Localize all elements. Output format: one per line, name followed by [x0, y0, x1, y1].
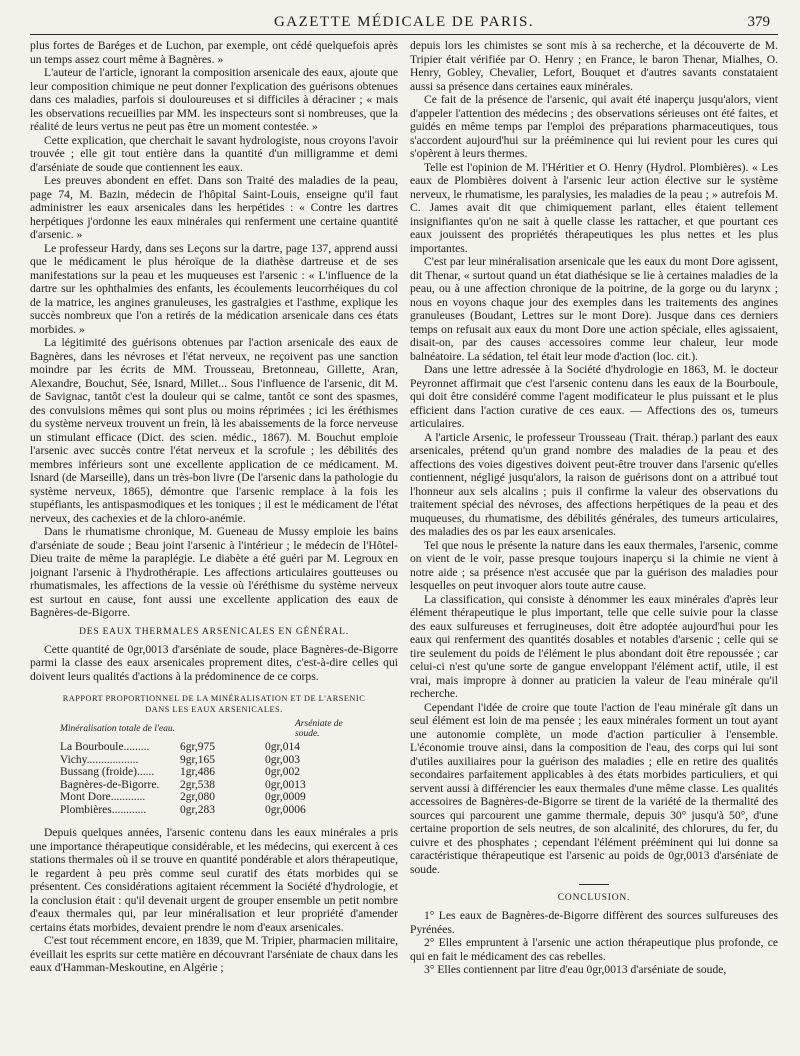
table-cell-source: Vichy..................: [60, 753, 139, 766]
table-cell-mineral: 2gr,080: [180, 791, 215, 803]
table-cell-arsenic: 0gr,003: [265, 753, 300, 766]
paragraph: C'est par leur minéralisation arsenicale que les eaux du mont Dore agissent, dit Thenar, « surtout quand un état diathésique se lie à certaines maladies de la peau, ou à une affection chronique de la poitrine, de la gorge ou du larynx ; nous en voyons chaque jour des exemples dans les traitements des angines granuleuses (Boudant, Lettres sur le mont Dore). Jusque dans ces derniers temps on refusait aux eaux du mont Dore une action spéciale, elles agissaient, disait-on, par des causes accessoires comme leur chaleur, leur mode balnéatoire. La sédation, tel était leur mode d'action (loc. cit.).: [410, 255, 778, 363]
paragraph: Le professeur Hardy, dans ses Leçons sur la dartre, page 137, apprend aussi que le médicament le plus héroïque de la diathèse dartreuse et de ses manifestations sur la peau et les muqueuses est l'arsenic : « L'influence de la dartre sur les ophthalmies des enfants, les écoulements leucorrhéiques du col de la matrice, les angines granuleuses, les gastralgies et l'asthme, explique les succès nombreux que l'on a retirés de la médication arsenicale dans ces états morbides. »: [30, 241, 398, 336]
table-cell-source: Plombières............: [60, 803, 147, 816]
page-title: GAZETTE MÉDICALE DE PARIS.: [273, 14, 535, 30]
table-row: [60, 779, 360, 792]
text-columns: [30, 35, 778, 977]
paragraph: Dans le rhumatisme chronique, M. Gueneau de Mussy emploie les bains d'arséniate de soude ; Beau joint l'arsenic à l'intérieur ; le médecin de l'Hôtel-Dieu traite de même la paraplégie. Le diabète a été guéri par M. Legroux en joignant l'arsenic à l'hydrothérapie. Les affections articulaires goutteuses ou rhumatismales, les affections de la vessie où l'éréthisme du système nerveux est surtout en cause, font aussi une excellente application des eaux de Bagnères-de-Bigorre.: [30, 525, 398, 619]
table-cell-arsenic: 0gr,002: [265, 766, 300, 778]
table-cell-mineral: 1gr,486: [180, 766, 215, 778]
paragraph: Tel que nous le présente la nature dans les eaux thermales, l'arsenic, comme on vient de le voir, passe presque toujours inaperçu si la chimie ne vient à notre aide ; sa présence n'est accusée que par la guérison des maladies pour lesquelles on peut invoquer alors toute autre cause.: [410, 538, 778, 592]
table-caption-line: RAPPORT PROPORTIONNEL DE LA MINÉRALISATION ET DE L'ARSENIC: [62, 694, 366, 703]
right-column: [410, 39, 778, 977]
paragraph: A l'article Arsenic, le professeur Trousseau (Trait. thérap.) parlant des eaux arsenicales, prétend qu'un grand nombre des maladies de la peau et des affections des voies digestives doivent peut-être trouver dans l'arsenic qu'elles contiennent, négligé jusqu'alors, la raison de guérisons dont on a attribué tout l'honneur aux sels alcalins ; puis il confirme la valeur des observations du traitement spécial des névroses, des affections herpétiques de la peau et des muqueuses, du rhumatisme, des débilités générales, des tumeurs articulaires, des maladies des os par les eaux arsenicales.: [410, 430, 778, 538]
paragraph: Cependant l'idée de croire que toute l'action de l'eau minérale gît dans un seul élément est loin de ma pensée ; les eaux minérales forment un tout ayant une autonomie complète, un mode d'action particulier à l'ensemble. L'économie trouve ainsi, dans la composition de l'eau, des corps qui lui sont d'utiles auxiliaires pour la guérison des maladies ; elle en retire des qualités secondaires parfaitement applicables à des états morbides particuliers, et qui servent aussi à différencier les eaux thermales d'une même classe. Les qualités accessoires de Bagnères-de-Bigorre se tirent de la variété de la thermalité des sources qui parcourent une gamme thermale, depuis 30° jusqu'à 50°, d'une certaine proportion de sels neutres, de son alcalinité, des chlorures, du fer, du cuivre et des phosphates ; cependant l'élément prééminent qui lui donne sa caractéristique thérapeutique est l'arsenic au poids de 0gr,0013 d'arséniate de soude.: [410, 700, 778, 876]
paragraph: Depuis quelques années, l'arsenic contenu dans les eaux minérales a pris une importance thérapeutique considérable, et les médecins, qui exercent à ces stations thermales où il se trouve en quantité pondérable et alors thérapeutique, le regardent à peu près comme seul curatif des états morbides qui se présentent. Ces considérations agitaient récemment la Société d'hydrologie, et la conclusion était : qu'il devenait urgent de grouper ensemble un petit nombre d'eaux thermales qui, par leur minéralisation et leur propriété d'amender certains états morbides, devaient prendre le nom d'eaux arsenicales.: [30, 826, 398, 934]
table-caption: [30, 693, 398, 715]
paragraph: La classification, qui consiste à dénommer les eaux minérales d'après leur élément thérapeutique le plus important, telle que celle suivie pour la classe des eaux sulfureuses et ferrugineuses, doit être adoptée aujourd'hui pour les eaux qui renferment des quantités dosables et notables d'arsenic ; celle qui se tire seulement du poids de l'élément le plus abondant doit être repoussée ; car celui-ci n'est qu'une sorte de gangue enveloppant l'élément actif, utile, il est vrai, mais impropre à donner au praticien la valeur de l'eau minérale qu'il recherche.: [410, 592, 778, 700]
table-cell-arsenic: 0gr,0013: [265, 778, 306, 791]
conclusion-item: 2° Elles empruntent à l'arsenic une action thérapeutique plus profonde, ce qui en fait le médicament des cas rebelles.: [410, 936, 778, 963]
paragraph: Cette explication, que cherchait le savant hydrologiste, nous croyons l'avoir trouvée ; elle git tout entière dans la quantité d'un milligramme et demi d'arséniate de soude que contiennent les eaux.: [30, 133, 398, 174]
page-number: 379: [747, 14, 770, 30]
table-row: [60, 741, 360, 754]
table-header-mineralisation: Minéralisation totale de l'eau.: [60, 724, 175, 734]
table-caption-line: DANS LES EAUX ARSENICALES.: [145, 705, 283, 714]
table-row: [60, 791, 360, 804]
conclusion-heading: CONCLUSION.: [557, 893, 631, 903]
section-heading: DES EAUX THERMALES ARSENICALES EN GÉNÉRAL.: [79, 626, 349, 637]
table-header-row: [60, 719, 360, 741]
table-cell-mineral: 0gr,283: [180, 803, 215, 816]
paragraph: Ce fait de la présence de l'arsenic, qui avait été inaperçu jusqu'alors, vient d'appeler l'attention des médecins ; des observations sérieuses ont été faites, et guidés en même temps par l'emploi des préparations pharmaceutiques, tous s'accordent aujourd'hui sur la prééminence qui lui revient pour les cures qui s'opèrent à leurs thermes.: [410, 93, 778, 160]
table-cell-arsenic: 0gr,0006: [265, 803, 306, 816]
table-cell-mineral: 6gr,975: [180, 741, 215, 753]
table-cell-mineral: 9gr,165: [180, 753, 215, 766]
table-cell-source: Bussang (froide)......: [60, 766, 155, 778]
paragraph: Cette quantité de 0gr,0013 d'arséniate de soude, place Bagnères-de-Bigorre parmi la classe des eaux arsenicales proprement dites, c'est-à-dire celles qui doivent leurs qualités d'actions à la prédominence de ce corps.: [30, 642, 398, 683]
table-cell-arsenic: 0gr,014: [265, 741, 300, 753]
table-cell-source: Bagnères-de-Bigorre.: [60, 778, 160, 791]
left-column: [30, 39, 398, 977]
paragraph: Dans une lettre adressée à la Société d'hydrologie en 1863, M. le docteur Peyronnet affirmait que c'est l'arsenic contenu dans les eaux de la Bourboule, qui doit être considéré comme l'agent modificateur le plus puissant et le plus efficient dans l'action curative de ces eaux. — Affections des os, tumeurs articulaires.: [410, 363, 778, 430]
paragraph: plus fortes de Baréges et de Luchon, par exemple, ont cédé quelquefois après un temps assez court même à Bagnères. »: [30, 39, 398, 66]
table-row: [60, 754, 360, 767]
paragraph: Les preuves abondent en effet. Dans son Traité des maladies de la peau, page 74, M. Bazin, médecin de l'hôpital Saint-Louis, enseigne qu'il faut administrer les eaux arsenicales dans les herpétides : « Contre les dartres herpétiques j'ordonne les eaux minérales qui renferment une certaine quantité d'arsenic. »: [30, 174, 398, 241]
table-row: [60, 804, 360, 817]
conclusion-item: 1° Les eaux de Bagnères-de-Bigorre diffèrent des sources sulfureuses des Pyrénées.: [410, 909, 778, 936]
arsenic-table: [60, 719, 360, 816]
paragraph: depuis lors les chimistes se sont mis à sa recherche, et la découverte de M. Tripier était vérifiée par O. Henry ; en France, le baron Thenar, Mialhes, O. Henry, Gobley, Chevalier, Lefort, Bouquet et d'autres savants constataient aussi sa présence dans certaines eaux minérales.: [410, 39, 778, 93]
paragraph: La légitimité des guérisons obtenues par l'action arsenicale des eaux de Bagnères, dans les névroses et l'état nerveux, ne reçoivent pas une sanction moindre par les écrits de MM. Trousseau, Bretonneau, Gillette, Aran, Alexandre, Bouchut, Sée, Isnard, Millet... Sous l'influence de l'arsenic, dit M. de Savignac, tantôt c'est la douleur qui se calme, tantôt ce sont des spasmes, des convulsions mêmes qui sont plus ou moins réprimées ; ici les éréthismes du système nerveux trouvent un frein, là les abaissements de la force nerveuse un stimulant efficace (Dict. des scien. médic., 1867). M. Bouchut emploie l'arsenic avec succès contre l'état nerveux et la scrofule ; les débilités des membres inférieurs sont une excellente application de ce médicament. M. Isnard (de Marseille), dans un très-bon livre (De l'arsenic dans la pathologie du système nerveux, 1865), démontre que l'arsenic remplace à la fois les stupéfiants, les antispasmodiques et les toniques ; il est le médicament de l'état nerveux, des cachexies et de la chloro-anémie.: [30, 336, 398, 525]
table-cell-mineral: 2gr,538: [180, 778, 215, 791]
paragraph: C'est tout récemment encore, en 1839, que M. Tripier, pharmacien militaire, éveillait les esprits sur cette matière en découvrant l'arséniate de chaux dans les eaux d'Hamman-Meskoutine, en Algérie ;: [30, 934, 398, 974]
conclusion-item: 3° Elles contiennent par litre d'eau 0gr,0013 d'arséniate de soude,: [424, 963, 727, 976]
table-header-arseniate: Arséniate de soude.: [295, 719, 343, 739]
page-header: [30, 8, 778, 35]
separator-rule: [579, 884, 609, 885]
paragraph: L'auteur de l'article, ignorant la composition arsenicale des eaux, ajoute que leur composition chimique ne peut donner l'explication des guérisons obtenues dans ces maladies, parfois si douloureuses et si difficiles à déraciner ; « mais les observations recueillies par MM. les inspecteurs sont si nombreuses, que la réalité de leurs vertus ne peut pas être un moment contestée. »: [30, 66, 398, 133]
table-row: [60, 766, 360, 779]
table-cell-source: Mont Dore............: [60, 791, 146, 803]
table-cell-arsenic: 0gr,0009: [265, 791, 306, 803]
paragraph: Telle est l'opinion de M. l'Héritier et O. Henry (Hydrol. Plombières). « Les eaux de Plombières doivent à l'arsenic leur action élective sur le système nerveux, le rhumatisme, les paralysies, les maladies de la peau ; » autrefois M. C. James avait dit que chimiquement parlant, elles étaient tellement insignifiantes qu'on ne sait à quelle classe les rattacher, et que pourtant ces eaux jouissent des propriétés thérapeutiques les plus nettes et les plus importantes.: [410, 160, 778, 255]
table-cell-source: La Bourboule.........: [60, 741, 150, 753]
